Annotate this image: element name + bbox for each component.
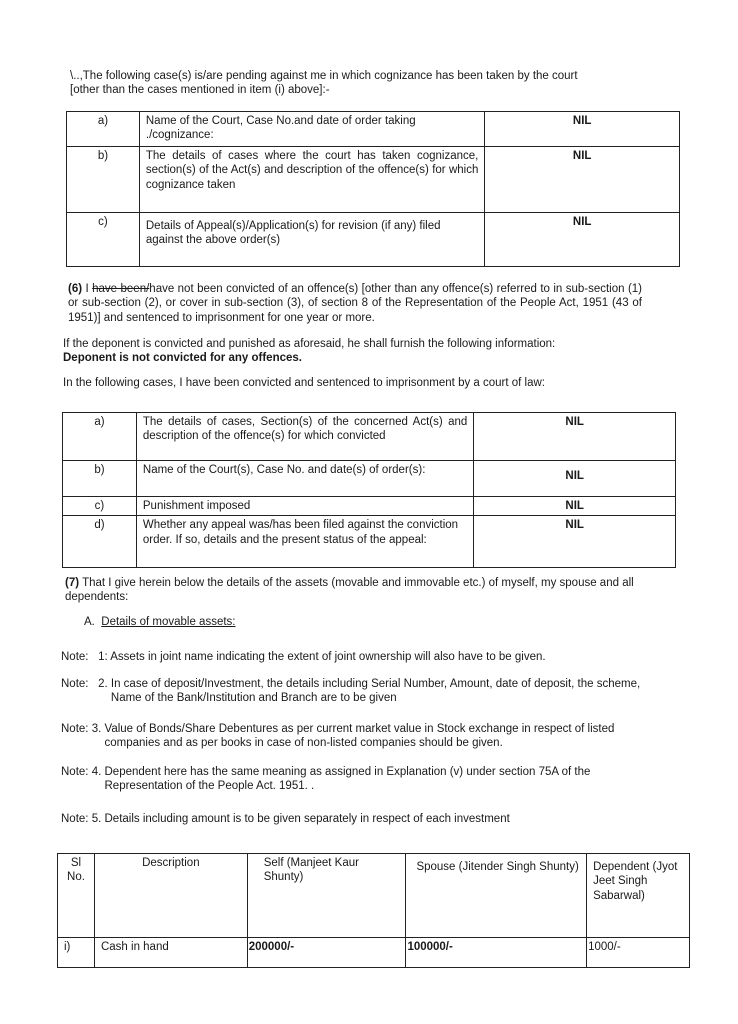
table-row <box>63 461 676 497</box>
note-text: Value of Bonds/Share Debentures as per current market value in Stock exchange in respect of listed companies and as per books in case of non-listed companies should be given. <box>104 723 615 750</box>
table-row <box>63 497 676 516</box>
header-spouse: Spouse (Jitender Singh Shunty) <box>406 854 587 938</box>
movable-assets-table <box>57 853 690 968</box>
deponent-paragraph <box>63 337 651 366</box>
table-row <box>63 413 676 461</box>
note-3 <box>61 722 661 751</box>
row-value: NIL <box>485 112 680 147</box>
note-number: 3. <box>91 723 102 735</box>
intro-line-2: [other than the cases mentioned in item (i) above]:- <box>70 84 330 97</box>
note-2 <box>61 677 661 706</box>
note-prefix: Note: <box>61 651 89 663</box>
note-1 <box>61 650 661 664</box>
note-text: Dependent here has the same meaning as assigned in Explanation (v) under section 75A of the Representation of the People Act. 1951. . <box>104 766 591 793</box>
item-6-struck-text: have been/ <box>92 283 150 295</box>
table-row <box>58 938 690 968</box>
row-text: The details of cases where the court has taken cognizance, section(s) of the Act(s) and description of the offence(s) for which cognizance taken <box>139 147 485 213</box>
row-label: b) <box>67 147 140 213</box>
note-text: In case of deposit/Investment, the details including Serial Number, Amount, date of deposit, the scheme, Name of the Bank/Institution and Branch are to be given <box>110 678 641 705</box>
cell-description: Cash in hand <box>94 938 247 968</box>
note-text: Assets in joint name indicating the extent of joint ownership will also have to be given. <box>110 651 546 663</box>
note-prefix: Note: <box>61 813 89 825</box>
deponent-line: If the deponent is convicted and punished as aforesaid, he shall furnish the following information: <box>63 338 556 350</box>
row-label: b) <box>63 461 137 497</box>
table-header-row <box>58 854 690 938</box>
row-label: a) <box>67 112 140 147</box>
row-text: Punishment imposed <box>136 497 473 516</box>
note-number: 2. <box>98 678 108 690</box>
row-value: NIL <box>474 516 676 568</box>
row-label: a) <box>63 413 137 461</box>
table-row <box>67 213 680 267</box>
section-a-letter: A. <box>84 616 95 628</box>
note-prefix: Note: <box>61 723 89 735</box>
item-7-paragraph <box>65 576 645 605</box>
header-sl-no: Sl No. <box>58 854 95 938</box>
row-label: d) <box>63 516 137 568</box>
section-a-title: Details of movable assets: <box>101 616 236 628</box>
note-4 <box>61 765 661 794</box>
header-self: Self (Manjeet Kaur Shunty) <box>247 854 406 938</box>
table-row <box>67 112 680 147</box>
row-text: Details of Appeal(s)/Application(s) for revision (if any) filed against the above order(s) <box>139 213 485 267</box>
note-number: 5. <box>91 813 102 825</box>
row-text: Name of the Court(s), Case No. and date(s) of order(s): <box>136 461 473 497</box>
table-row <box>67 147 680 213</box>
cell-spouse: 100000/- <box>406 938 587 968</box>
item-6-number: (6) <box>68 283 83 295</box>
row-text: Name of the Court, Case No.and date of order taking ./cognizance: <box>139 112 485 147</box>
row-text: Whether any appeal was/has been filed against the conviction order. If so, details and the present status of the appeal: <box>136 516 473 568</box>
header-description: Description <box>94 854 247 938</box>
table-row <box>63 516 676 568</box>
row-value: NIL <box>474 413 676 461</box>
note-5 <box>61 812 661 826</box>
cell-sl: i) <box>58 938 95 968</box>
note-number: 4. <box>91 766 102 778</box>
item-6-paragraph <box>68 282 642 325</box>
section-a-heading <box>84 615 236 629</box>
deponent-bold-line: Deponent is not convicted for any offences. <box>63 352 302 365</box>
convictions-table <box>62 412 676 568</box>
row-text: The details of cases, Section(s) of the concerned Act(s) and description of the offence(s) for which convicted <box>136 413 473 461</box>
item-6-text: have not been convicted of an offence(s) [other than any offence(s) referred to in sub-section (1) or sub-section (2), or cover in sub-section (3), of section 8 of the Representation of the People Act, 1951 (43 of 1951)] and sentenced to imprisonment for one year or more. <box>68 283 643 324</box>
cell-self: 200000/- <box>247 938 406 968</box>
note-prefix: Note: <box>61 678 89 690</box>
pending-cases-table <box>66 111 680 267</box>
row-value: NIL <box>485 147 680 213</box>
row-label: c) <box>67 213 140 267</box>
row-label: c) <box>63 497 137 516</box>
item-7-text: That I give herein below the details of the assets (movable and immovable etc.) of myself, my spouse and all dependents: <box>65 577 634 604</box>
row-value: NIL <box>474 461 676 497</box>
row-value: NIL <box>474 497 676 516</box>
cell-dependent: 1000/- <box>587 938 690 968</box>
following-cases-line: In the following cases, I have been convicted and sentenced to imprisonment by a court of law: <box>63 377 546 389</box>
item-6-pre: I <box>85 283 89 295</box>
note-number: 1: <box>98 651 108 663</box>
header-dependent: Dependent (Jyot Jeet Singh Sabarwal) <box>587 854 690 938</box>
note-prefix: Note: <box>61 766 89 778</box>
intro-paragraph <box>70 69 670 98</box>
note-text: Details including amount is to be given separately in respect of each investment <box>104 813 510 825</box>
item-7-number: (7) <box>65 577 80 589</box>
intro-line-1: \..,The following case(s) is/are pending against me in which cognizance has been taken by the court <box>70 70 578 82</box>
row-value: NIL <box>485 213 680 267</box>
